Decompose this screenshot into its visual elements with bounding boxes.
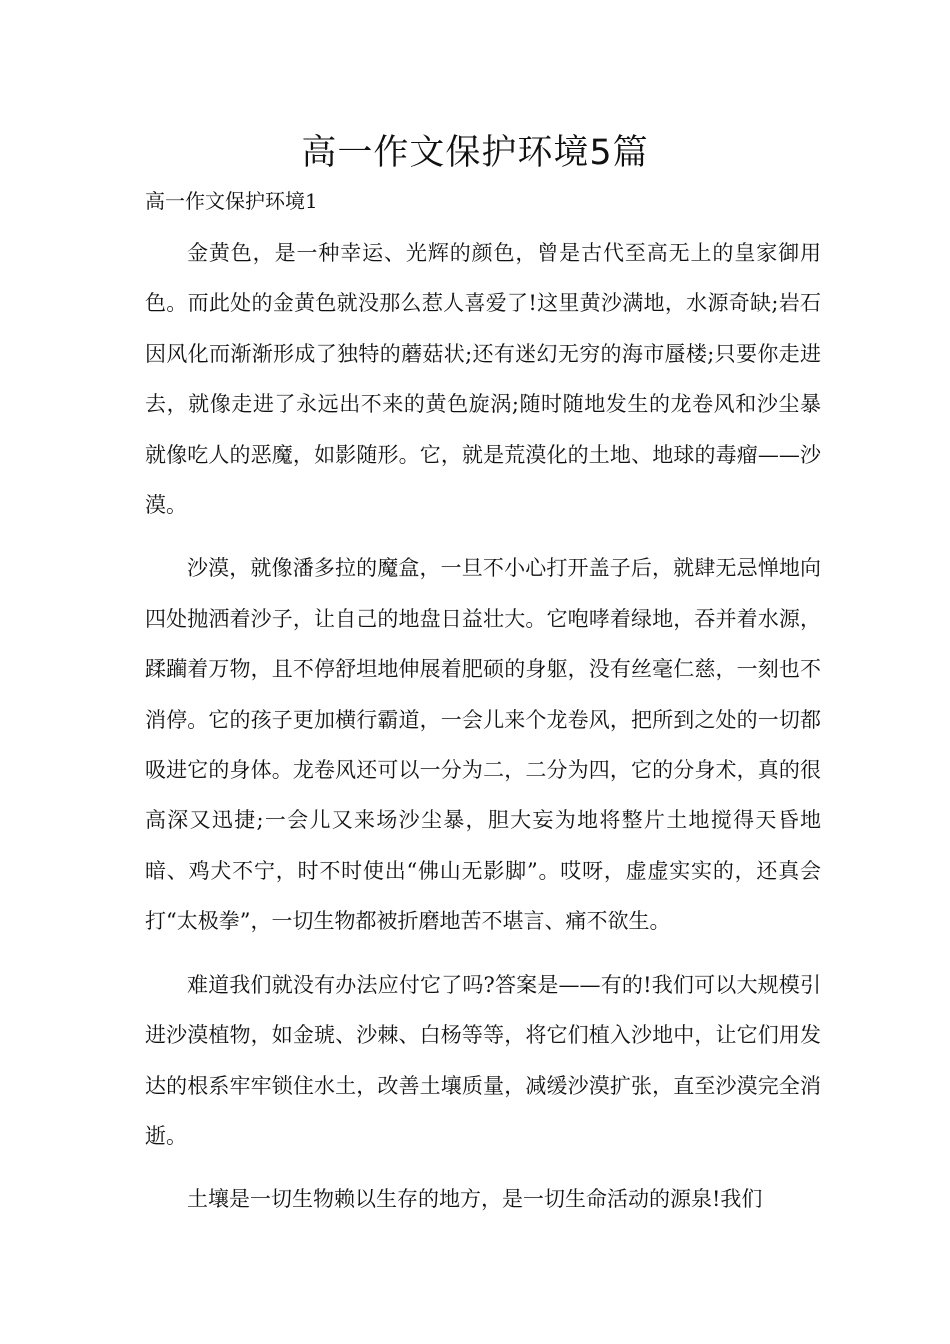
paragraph: 土壤是一切生物赖以生存的地方，是一切生命活动的源泉!我们 bbox=[187, 1187, 763, 1212]
paragraph: 难道我们就没有办法应付它了吗?答案是——有的!我们可以大规模引进沙漠植物，如金琥、沙棘、白杨等等，将它们植入沙地中，让它们用发达的根系牢牢锁住水土，改善土壤质量，减缓沙漠扩张，直至沙漠完全消逝。 bbox=[145, 972, 821, 1148]
section-heading: 高一作文保护环境1 bbox=[145, 189, 318, 213]
paragraph: 金黄色，是一种幸运、光辉的颜色，曾是古代至高无上的皇家御用色。而此处的金黄色就没那么惹人喜爱了!这里黄沙满地，水源奇缺;岩石因风化而渐渐形成了独特的蘑菇状;还有迷幻无穷的海市蜃楼;只要你走进去，就像走进了永远出不来的黄色旋涡;随时随地发生的龙卷风和沙尘暴就像吃人的恶魔，如影随形。它，就是荒漠化的土地、地球的毒瘤——沙漠。 bbox=[145, 241, 821, 518]
paragraph: 沙漠，就像潘多拉的魔盒，一旦不小心打开盖子后，就肆无忌惮地向四处抛洒着沙子，让自己的地盘日益壮大。它咆哮着绿地，吞并着水源，蹂躏着万物，且不停舒坦地伸展着肥硕的身躯，没有丝毫仁慈，一刻也不消停。它的孩子更加横行霸道，一会儿来个龙卷风，把所到之处的一切都吸进它的身体。龙卷风还可以一分为二，二分为四，它的分身术，真的很高深又迅捷;一会儿又来场沙尘暴，胆大妄为地将整片土地搅得天昏地暗、鸡犬不宁，时不时使出“佛山无影脚”。哎呀，虚虚实实的，还真会打“太极拳”，一切生物都被折磨地苦不堪言、痛不欲生。 bbox=[145, 556, 821, 934]
essay-body bbox=[145, 228, 821, 1238]
document-title: 高一作文保护环境5篇 bbox=[301, 133, 649, 173]
